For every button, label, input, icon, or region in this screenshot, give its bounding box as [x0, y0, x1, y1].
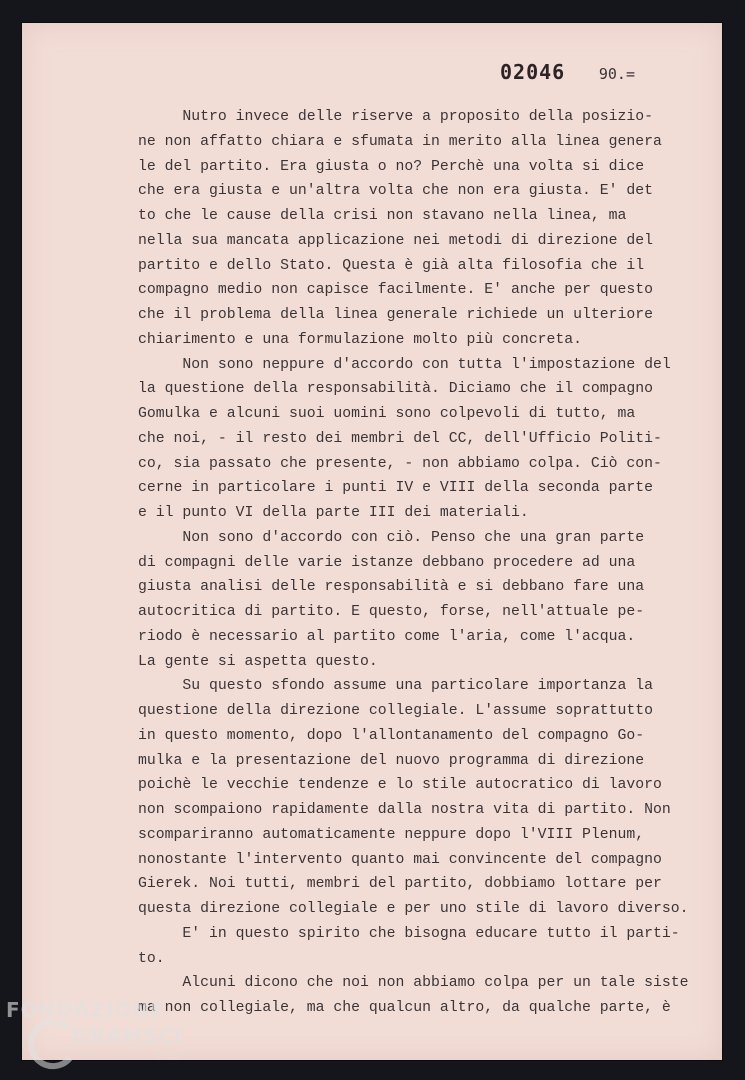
- text-line: questione della direzione collegiale. L'assume soprattutto: [138, 703, 654, 719]
- text-line: non scompaiono rapidamente dalla nostra vita di partito. Non: [138, 802, 671, 818]
- text-line: giusta analisi delle responsabilità e si debbano fare una: [138, 579, 645, 596]
- body-text: [138, 105, 698, 1021]
- text-line: Gomulka e alcuni suoi uomini sono colpevoli di tutto, ma: [138, 406, 636, 422]
- text-line: di compagni delle varie istanze debbano procedere ad una: [138, 554, 636, 571]
- gramsci-logo-icon: [28, 1020, 76, 1076]
- text-line: to che le cause della crisi non stavano nella linea, ma: [138, 208, 627, 224]
- text-line: La gente si aspetta questo.: [138, 653, 378, 670]
- text-line: co, sia passato che presente, - non abbiamo colpa. Ciò con-: [138, 455, 662, 472]
- text-line: che noi, - il resto dei membri del CC, dell'Ufficio Politi-: [138, 430, 662, 447]
- text-line: chiarimento e una formulazione molto più concreta.: [138, 331, 582, 348]
- text-line: ne non affatto chiara e sfumata in merito alla linea genera: [138, 133, 662, 150]
- text-line: Gierek. Noi tutti, membri del partito, dobbiamo lottare per: [138, 876, 662, 893]
- text-line: che il problema della linea generale richiede un ulteriore: [138, 307, 654, 323]
- text-line: Nutro invece delle riserve a proposito della posizio-: [138, 109, 654, 125]
- text-line: in questo momento, dopo l'allontanamento del compagno Go-: [138, 727, 645, 744]
- text-line: partito e dello Stato. Questa è già alta filosofia che il: [138, 257, 645, 274]
- text-line: cerne in particolare i punti IV e VIII della seconda parte: [138, 480, 654, 497]
- text-line: E' in questo spirito che bisogna educare tutto il parti-: [138, 925, 680, 942]
- text-line: che era giusta e un'altra volta che non era giusta. E' det: [138, 183, 654, 200]
- document-page: [22, 23, 722, 1060]
- text-line: nonostante l'intervento quanto mai convincente del compagno: [138, 851, 662, 868]
- text-line: Su questo sfondo assume una particolare importanza la: [138, 678, 654, 695]
- text-line: compagno medio non capisce facilmente. E' anche per questo: [138, 282, 654, 299]
- text-line: autocritica di partito. E questo, forse, nell'attuale pe-: [138, 604, 645, 620]
- text-line: Non sono d'accordo con ciò. Penso che una gran parte: [138, 529, 645, 546]
- text-line: scompariranno automaticamente neppure dopo l'VIII Plenum,: [138, 826, 645, 843]
- text-line: e il punto VI della parte III dei materiali.: [138, 505, 529, 521]
- fondazione-gramsci-watermark: [6, 994, 196, 1080]
- archive-number: 02046: [500, 60, 566, 84]
- watermark-line2: GRAMSCI: [72, 1024, 183, 1048]
- text-line: le del partito. Era giusta o no? Perchè una volta si dice: [138, 158, 645, 175]
- text-line: la questione della responsabilità. Diciamo che il compagno: [138, 381, 654, 398]
- watermark-suffix: onlus: [156, 1052, 181, 1062]
- page-header: [500, 60, 635, 84]
- text-line: mulka e la presentazione del nuovo programma di direzione: [138, 752, 645, 769]
- text-line: questa direzione collegiale e per uno stile di lavoro diverso.: [138, 901, 689, 917]
- text-line: Alcuni dicono che noi non abbiamo colpa per un tale siste: [138, 975, 689, 992]
- text-line: riodo è necessario al partito come l'aria, come l'acqua.: [138, 628, 636, 645]
- text-line: nella sua mancata applicazione nei metodi di direzione del: [138, 232, 654, 249]
- text-line: poichè le vecchie tendenze e lo stile autocratico di lavoro: [138, 777, 662, 794]
- watermark-line1: FONDAZIONE: [6, 998, 165, 1022]
- text-line: to.: [138, 950, 165, 967]
- text-line: Non sono neppure d'accordo con tutta l'impostazione del: [138, 356, 671, 373]
- text-line: ma non collegiale, ma che qualcun altro, da qualche parte, è: [138, 1000, 671, 1016]
- page-number: 90.=: [598, 65, 635, 83]
